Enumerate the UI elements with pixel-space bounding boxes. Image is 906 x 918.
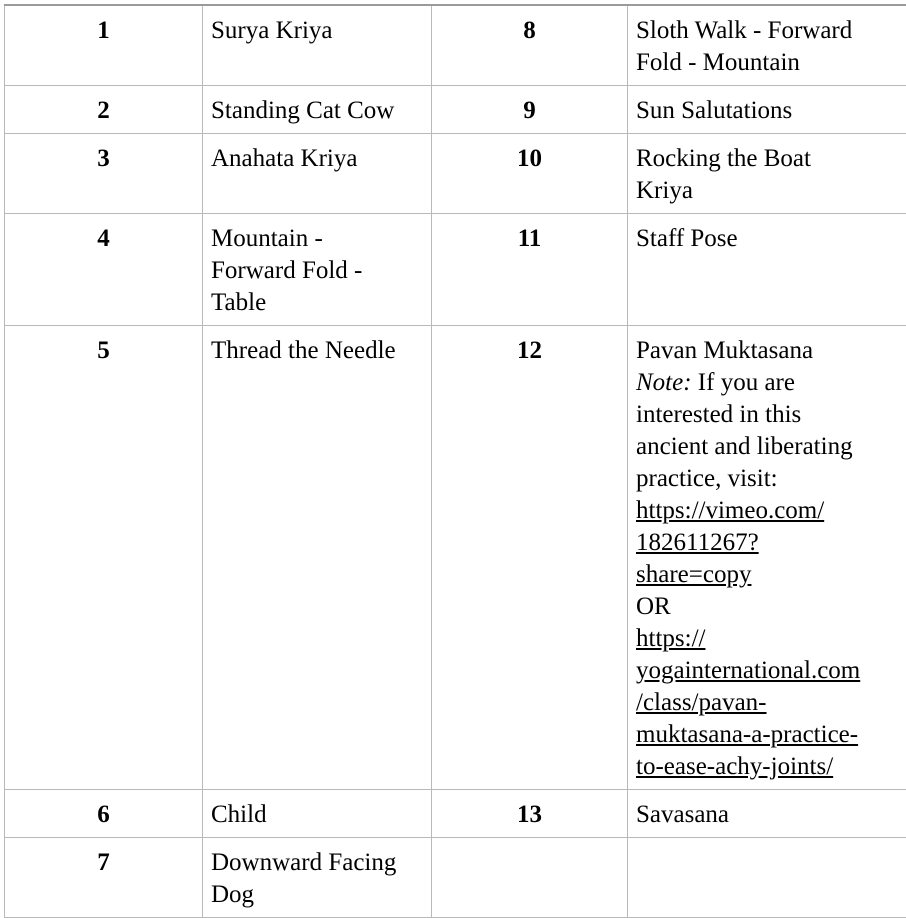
pose-title: Pavan Muktasana [636, 335, 906, 367]
pose-name: Rocking the Boat Kriya [628, 134, 906, 214]
note-line: interested in this [636, 399, 906, 431]
table-row [5, 86, 906, 134]
pose-name: Sloth Walk - Forward Fold - Mountain [628, 5, 906, 86]
note-label: Note: [636, 369, 692, 396]
sequence-table-container [4, 4, 906, 918]
pose-name: Standing Cat Cow [203, 86, 432, 134]
pose-name: Sun Salutations [628, 86, 906, 134]
note-line: practice, visit: [636, 463, 906, 495]
vimeo-link[interactable]: https://vimeo.com/ 182611267? share=copy [636, 495, 906, 591]
pose-name: Thread the Needle [203, 326, 432, 790]
table-row [5, 790, 906, 838]
or-text: OR [636, 591, 906, 623]
pose-number: 12 [432, 326, 628, 790]
pose-number: 2 [5, 86, 203, 134]
pose-number: 5 [5, 326, 203, 790]
pose-name: Downward Facing Dog [203, 838, 432, 918]
pose-name: Staff Pose [628, 214, 906, 326]
pose-number: 9 [432, 86, 628, 134]
pose-number: 10 [432, 134, 628, 214]
pose-number: 4 [5, 214, 203, 326]
note-first-line: Note: If you are [636, 367, 906, 399]
pose-number: 13 [432, 790, 628, 838]
pose-number: 3 [5, 134, 203, 214]
table-row [5, 5, 906, 86]
pose-number: 1 [5, 5, 203, 86]
table-row [5, 326, 906, 790]
table-row [5, 134, 906, 214]
pose-name: Anahata Kriya [203, 134, 432, 214]
pose-number: 11 [432, 214, 628, 326]
pose-number: 7 [5, 838, 203, 918]
table-row [5, 838, 906, 918]
empty-cell [432, 838, 628, 918]
pose-name: Surya Kriya [203, 5, 432, 86]
table-row [5, 214, 906, 326]
pose-sequence-table [4, 4, 906, 918]
pose-name: Savasana [628, 790, 906, 838]
note-line: ancient and liberating [636, 431, 906, 463]
pose-name: Mountain - Forward Fold - Table [203, 214, 432, 326]
pose-name: Child [203, 790, 432, 838]
empty-cell [628, 838, 906, 918]
pose-name-with-note [628, 326, 906, 790]
pose-number: 6 [5, 790, 203, 838]
yogainternational-link[interactable]: https:// yogainternational.com /class/pavan- muktasana-a-practice- to-ease-achy-joints/ [636, 623, 906, 783]
pose-number: 8 [432, 5, 628, 86]
